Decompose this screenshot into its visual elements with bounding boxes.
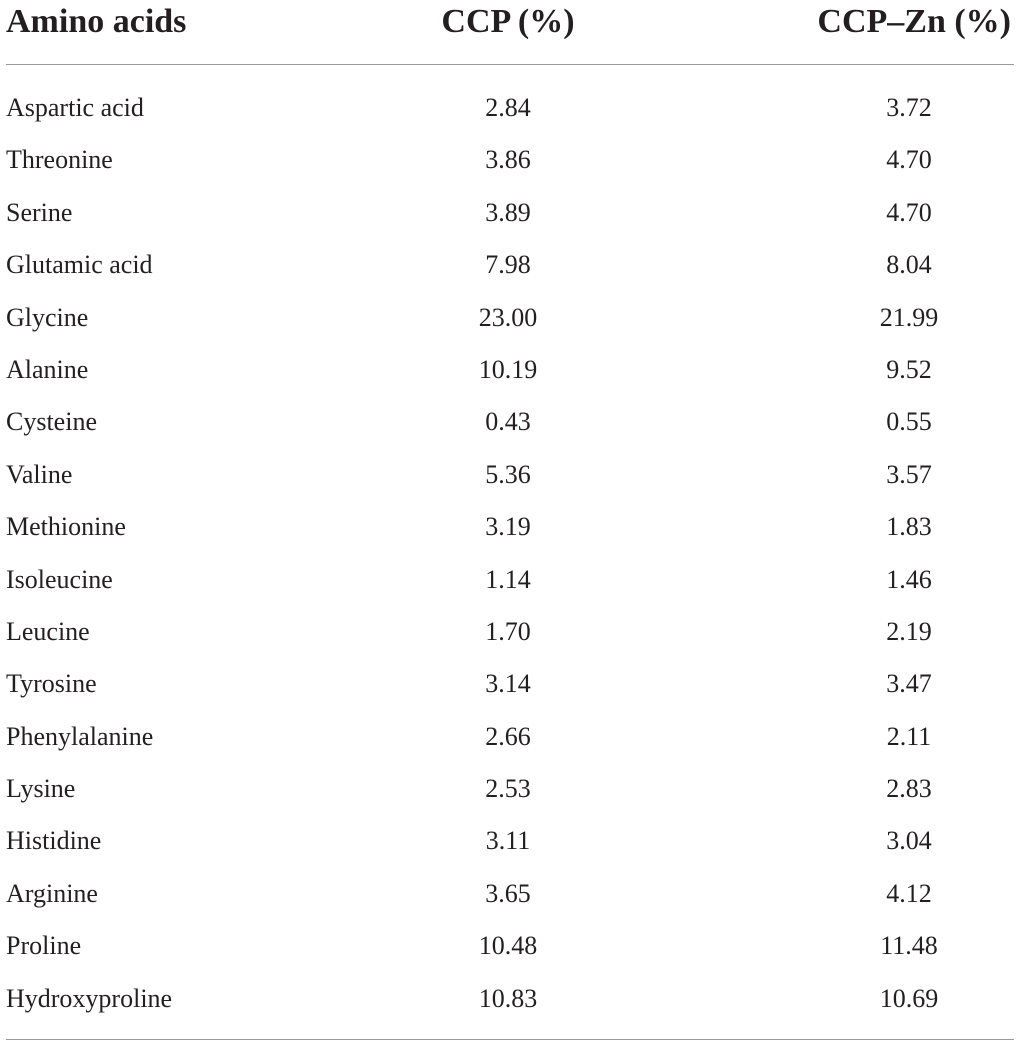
- amino-acid-name: Methionine: [6, 512, 126, 542]
- ccp-zn-value: 4.70: [886, 197, 932, 227]
- table-row: [0, 920, 1017, 972]
- ccp-zn-value: 4.12: [886, 878, 932, 908]
- ccp-zn-value: 3.04: [886, 826, 932, 856]
- header-rule: [6, 64, 1014, 65]
- amino-acid-name: Arginine: [6, 878, 98, 908]
- ccp-zn-value: 3.72: [886, 93, 932, 122]
- amino-acid-name: Alanine: [6, 354, 89, 384]
- ccp-value: 23.00: [478, 302, 538, 332]
- table-row: [0, 292, 1017, 344]
- amino-acid-name: Valine: [6, 459, 73, 489]
- ccp-zn-value: 2.19: [886, 616, 932, 646]
- ccp-zn-value: 0.55: [886, 407, 932, 437]
- ccp-value: 7.98: [485, 250, 531, 280]
- footer-rule: [6, 1039, 1014, 1040]
- ccp-value: 3.14: [485, 669, 531, 699]
- amino-acid-name: Isoleucine: [6, 564, 113, 594]
- amino-acid-name: Lysine: [6, 774, 76, 804]
- table-row: [0, 82, 1017, 134]
- amino-acid-name: Phenylalanine: [6, 721, 154, 751]
- ccp-value: 10.19: [478, 354, 538, 384]
- table-row: [0, 973, 1017, 1025]
- table-row: [0, 501, 1017, 553]
- ccp-value: 10.83: [478, 983, 538, 1013]
- amino-acid-name: Cysteine: [6, 407, 97, 437]
- ccp-value: 1.14: [485, 564, 531, 594]
- table-row: [0, 187, 1017, 239]
- amino-acid-name: Tyrosine: [6, 669, 97, 699]
- table-row: [0, 396, 1017, 448]
- ccp-zn-value: 4.70: [886, 145, 932, 175]
- header-amino-acids: Amino acids: [6, 3, 187, 40]
- ccp-zn-value: 11.48: [880, 931, 938, 961]
- ccp-value: 2.66: [485, 721, 531, 751]
- table-row: [0, 134, 1017, 186]
- amino-acid-name: Threonine: [6, 145, 113, 175]
- ccp-value: 5.36: [485, 459, 531, 489]
- table-row: [0, 606, 1017, 658]
- amino-acid-name: Glutamic acid: [6, 250, 153, 280]
- ccp-zn-value: 1.83: [886, 512, 932, 542]
- ccp-zn-value: 8.04: [886, 250, 932, 280]
- ccp-zn-value: 2.11: [886, 721, 932, 751]
- ccp-value: 3.19: [485, 512, 531, 542]
- ccp-zn-value: 10.69: [879, 983, 939, 1013]
- table-row: [0, 239, 1017, 291]
- amino-acid-name: Leucine: [6, 616, 90, 646]
- ccp-value: 3.65: [485, 878, 531, 908]
- table-body: [0, 82, 1017, 1025]
- ccp-zn-value: 9.52: [886, 354, 932, 384]
- table-row: [0, 815, 1017, 867]
- table-row: [0, 763, 1017, 815]
- ccp-value: 3.11: [485, 826, 531, 856]
- table-row: [0, 449, 1017, 501]
- ccp-zn-value: 21.99: [879, 302, 939, 332]
- header-ccp: CCP (%): [441, 3, 575, 40]
- amino-acid-name: Histidine: [6, 826, 102, 856]
- amino-acid-name: Proline: [6, 931, 82, 961]
- amino-acid-name: Aspartic acid: [6, 93, 144, 122]
- table-row: [0, 554, 1017, 606]
- ccp-zn-value: 2.83: [886, 774, 932, 804]
- table-row: [0, 868, 1017, 920]
- header-ccp-zn: CCP–Zn (%): [817, 3, 1011, 40]
- table-row: [0, 711, 1017, 763]
- amino-acid-name: Serine: [6, 197, 73, 227]
- table-row: [0, 658, 1017, 710]
- ccp-value: 3.89: [485, 197, 531, 227]
- ccp-value: 3.86: [485, 145, 531, 175]
- table-row: [0, 344, 1017, 396]
- ccp-value: 0.43: [485, 407, 531, 437]
- ccp-value: 1.70: [485, 616, 531, 646]
- ccp-value: 10.48: [478, 931, 538, 961]
- ccp-value: 2.84: [485, 93, 531, 122]
- amino-acid-name: Glycine: [6, 302, 89, 332]
- ccp-zn-value: 3.57: [886, 459, 932, 489]
- table-header: [0, 0, 1017, 48]
- ccp-zn-value: 1.46: [886, 564, 932, 594]
- ccp-value: 2.53: [485, 774, 531, 804]
- ccp-zn-value: 3.47: [886, 669, 932, 699]
- amino-acid-name: Hydroxyproline: [6, 983, 173, 1013]
